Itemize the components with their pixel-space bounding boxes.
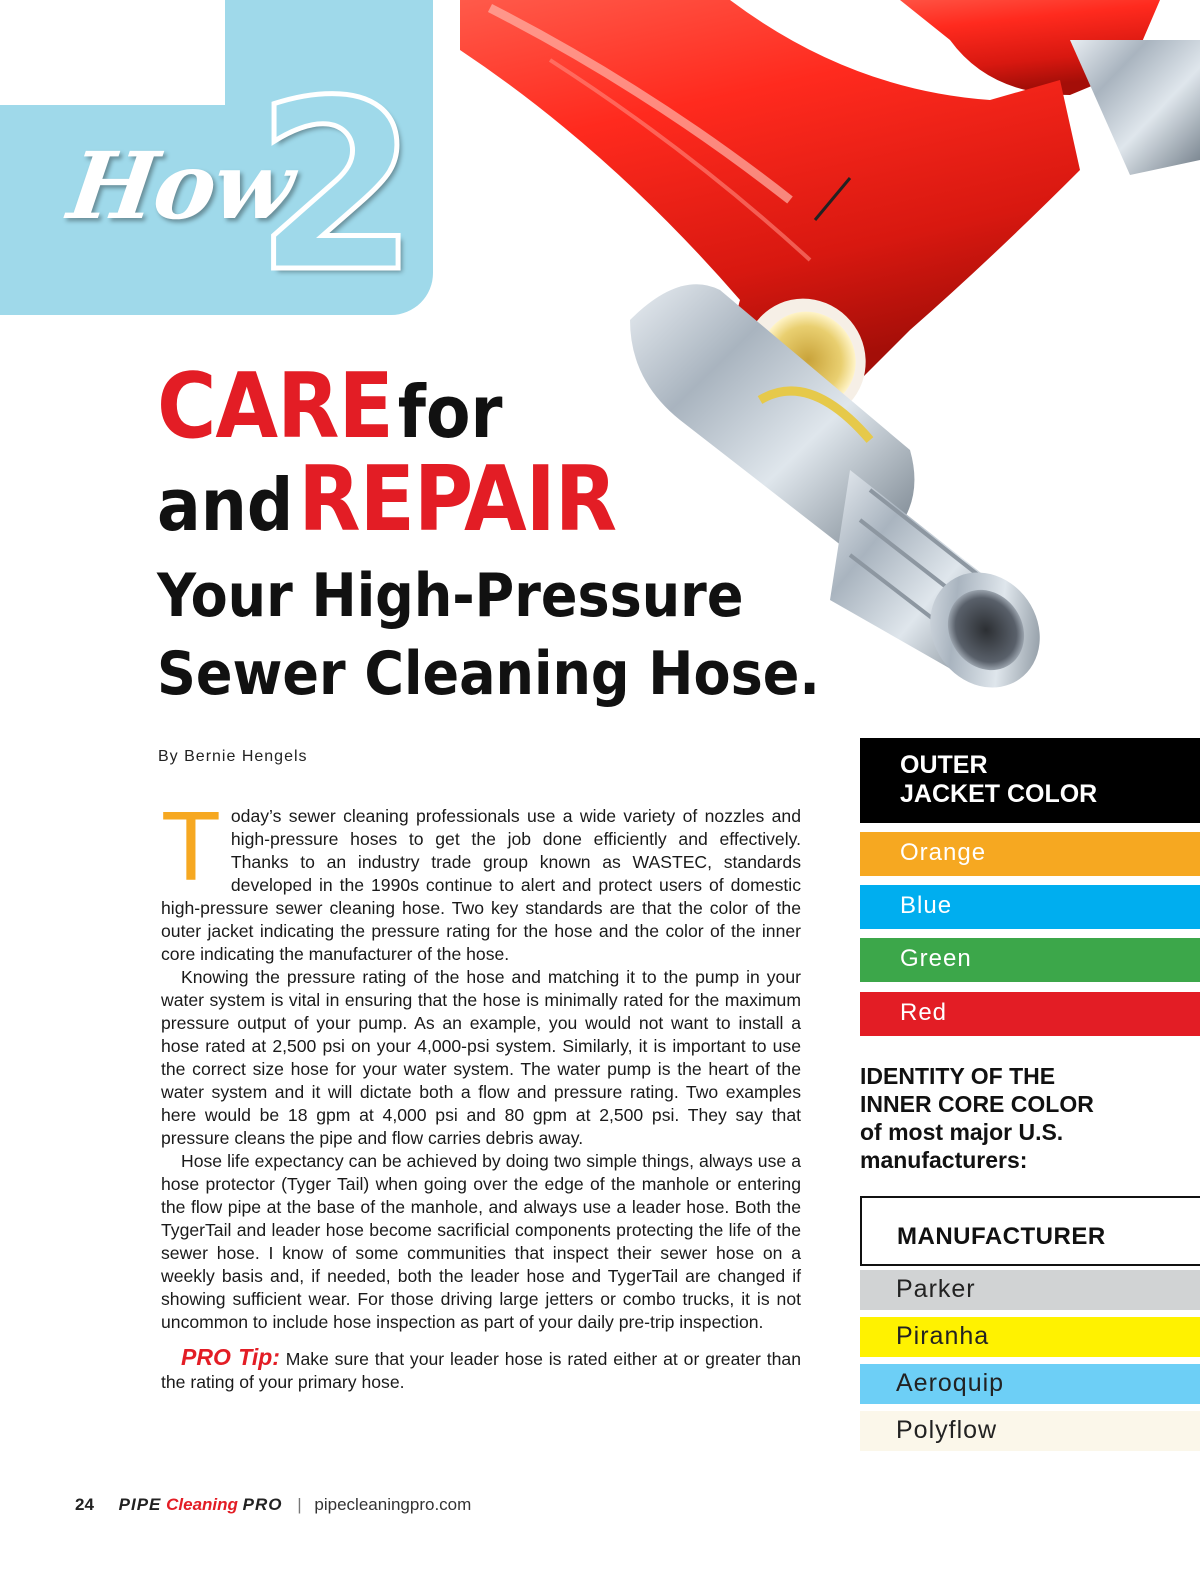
page-number: 24: [75, 1495, 94, 1514]
jacket-color-blue: Blue: [860, 885, 1200, 929]
article-body: [161, 791, 802, 1394]
jacket-color-red: Red: [860, 992, 1200, 1036]
article-paragraph-1: [161, 791, 801, 966]
brand-pipe: PIPE: [118, 1495, 162, 1514]
outer-jacket-color-header: [860, 738, 1200, 823]
inner-core-identity-heading: [860, 1062, 1160, 1174]
pro-tip-text: Make sure that your leader hose is rated either at or greater than the rating of your primary hose.: [161, 1349, 802, 1392]
headline-care: CARE: [157, 354, 393, 459]
pro-tip: [161, 1346, 801, 1394]
headline-subtitle-1: Your High-Pressure: [157, 561, 744, 631]
headline-line-1: [157, 354, 503, 459]
headline-subtitle-2: Sewer Cleaning Hose.: [157, 639, 820, 709]
outer-jacket-header-line-2: JACKET COLOR: [900, 780, 1098, 808]
article-paragraph-1-text: oday’s sewer cleaning professionals use a wide variety of nozzles and high-pressure hoses to get the job done efficiently and effectively. Thanks to an industry trade group known as WASTEC, standards developed in the 1990s continue to alert and protect users of domestic high-pressure sewer cleaning hose. Two key standards are that the color of the outer jacket indicating the pressure rating for the hose and the color of the inner core indicating the manufacturer of the hose.: [161, 806, 801, 964]
footer-url[interactable]: pipecleaningpro.com: [314, 1495, 472, 1514]
outer-jacket-header-line-1: OUTER: [900, 751, 988, 779]
manufacturer-parker: Parker: [860, 1270, 1200, 1310]
manufacturer-polyflow: Polyflow: [860, 1411, 1200, 1451]
headline-line-2: [157, 447, 617, 552]
article-paragraph-3: Hose life expectancy can be achieved by doing two simple things, always use a hose protector (Tyger Tail) when going over the edge of the manhole or entering the flow pipe at the base of the manhole, and always use a leader hose. Both the TygerTail and leader hose become sacrificial components protecting the life of the sewer hose. I know of some communities that inspect their sewer hose on a weekly basis and, if needed, both the leader hose and TygerTail are changed if showing sufficient wear. For those driving large jetters or combo trucks, it is not uncommon to include hose inspection as part of your daily pre-trip inspection.: [161, 1151, 801, 1332]
page-footer: [75, 1495, 471, 1515]
identity-line-3: of most major U.S.: [860, 1119, 1064, 1145]
identity-line-2: INNER CORE COLOR: [860, 1091, 1094, 1117]
brand-pro: PRO: [242, 1495, 283, 1514]
manufacturer-aeroquip: Aeroquip: [860, 1364, 1200, 1404]
jacket-color-orange: Orange: [860, 832, 1200, 876]
headline-repair: REPAIR: [298, 447, 617, 552]
footer-separator: |: [297, 1495, 302, 1514]
banner-word: How: [62, 132, 300, 240]
pro-tip-label: PRO Tip:: [181, 1344, 280, 1370]
identity-line-1: IDENTITY OF THE: [860, 1063, 1056, 1089]
drop-cap: T: [161, 791, 221, 901]
headline-and: and: [157, 463, 294, 547]
manufacturer-header: MANUFACTURER: [860, 1196, 1200, 1266]
banner-numeral: 2: [255, 51, 419, 324]
brand-cleaning: Cleaning: [166, 1495, 238, 1514]
headline-for: for: [397, 370, 503, 454]
byline: By Bernie Hengels: [158, 748, 308, 765]
article-paragraph-2: Knowing the pressure rating of the hose and matching it to the pump in your water system is vital in ensuring that the hose is minimally rated for the maximum pressure output of your pump. As an example, you would not want to install a hose rated at 2,500 psi on your 4,000-psi system. Similarly, it is important to use the correct size hose for your water system. The water pump is the heart of the water system and it will dictate both a flow and pressure rating. Two examples here would be 18 gpm at 4,000 psi and 80 gpm at 2,500 psi. They say that pressure cleans the pipe and flow carries debris away.: [161, 967, 801, 1148]
identity-line-4: manufacturers:: [860, 1147, 1028, 1173]
jacket-color-green: Green: [860, 938, 1200, 982]
manufacturer-piranha: Piranha: [860, 1317, 1200, 1357]
